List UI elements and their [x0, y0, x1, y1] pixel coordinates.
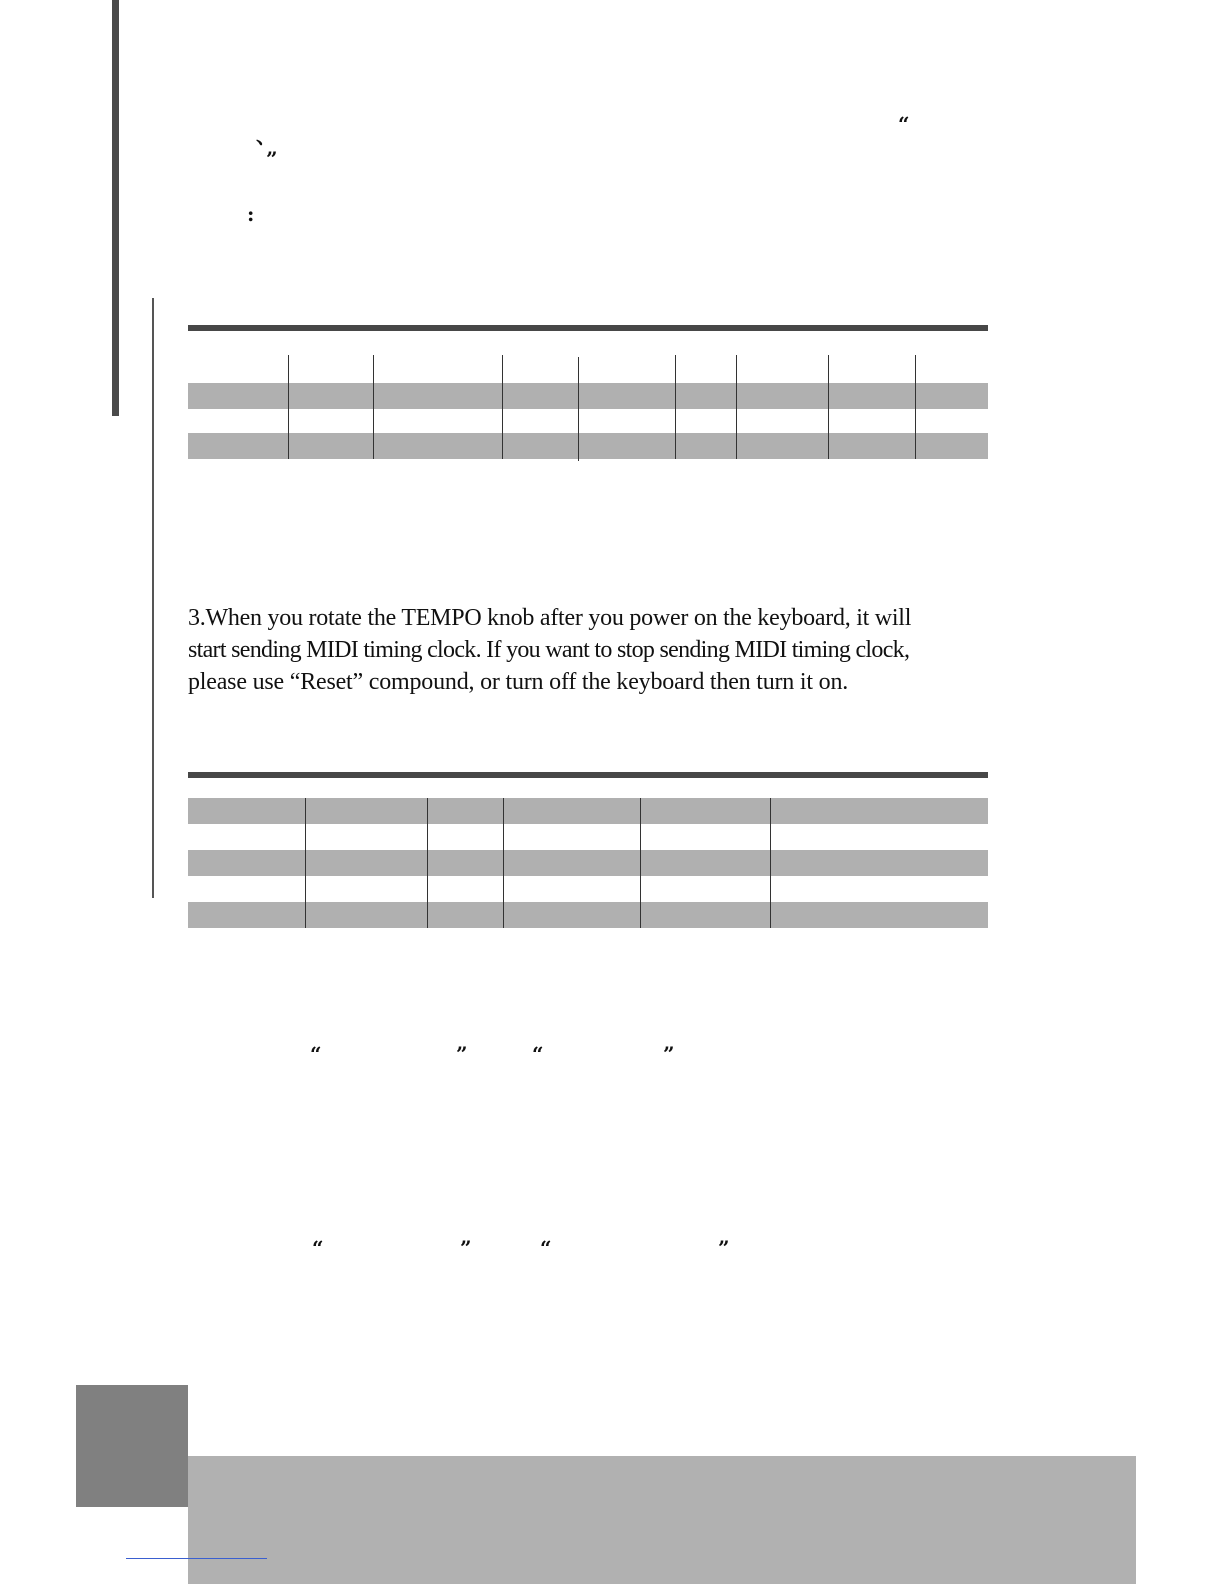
- table-column-divider: [578, 357, 579, 461]
- paragraph-line: please use “Reset” compound, or turn off the keyboard then turn it on.: [188, 669, 849, 695]
- table-column-divider: [640, 798, 641, 928]
- close-quote-mark: ”: [456, 1042, 468, 1066]
- paragraph-line: start sending MIDI timing clock. If you want to stop sending MIDI timing clock,: [188, 637, 910, 663]
- open-quote-mark: “: [898, 112, 910, 136]
- table-column-divider: [288, 355, 289, 459]
- table-column-divider: [915, 355, 916, 459]
- close-quote-mark: ”: [663, 1042, 675, 1066]
- note-paragraph-3: [188, 602, 990, 698]
- table-2-top-rule: [188, 772, 988, 778]
- table-1: [188, 325, 988, 465]
- close-quote-mark: ”: [460, 1236, 472, 1260]
- table-column-divider: [427, 798, 428, 928]
- open-quote-mark: “: [540, 1236, 552, 1260]
- table-column-divider: [675, 355, 676, 459]
- left-margin-bar: [112, 0, 119, 416]
- open-quote-mark: “: [532, 1042, 544, 1066]
- table-2: [188, 772, 988, 932]
- table-row: [188, 850, 988, 876]
- table-column-divider: [503, 798, 504, 928]
- table-column-divider: [305, 798, 306, 928]
- table-column-divider: [828, 355, 829, 459]
- table-column-divider: [502, 355, 503, 459]
- close-quote-mark: ”: [718, 1236, 730, 1260]
- table-1-top-rule: [188, 325, 988, 331]
- ideographic-comma-mark: 、: [256, 124, 276, 148]
- table-column-divider: [373, 355, 374, 459]
- open-quote-mark: “: [312, 1236, 324, 1260]
- table-column-divider: [736, 355, 737, 459]
- table-row: [188, 798, 988, 824]
- footer-link-underline[interactable]: [126, 1558, 267, 1559]
- table-column-divider: [770, 798, 771, 928]
- page-number-tab: [76, 1385, 188, 1507]
- colon-mark: :: [247, 202, 255, 226]
- table-row: [188, 383, 988, 409]
- section-margin-line: [152, 298, 154, 898]
- open-quote-mark: “: [310, 1042, 322, 1066]
- close-quote-mark: ”: [266, 147, 278, 171]
- table-row: [188, 902, 988, 928]
- paragraph-line: 3.When you rotate the TEMPO knob after you power on the keyboard, it will: [188, 605, 912, 631]
- table-row: [188, 433, 988, 459]
- footer-band: [188, 1456, 1136, 1584]
